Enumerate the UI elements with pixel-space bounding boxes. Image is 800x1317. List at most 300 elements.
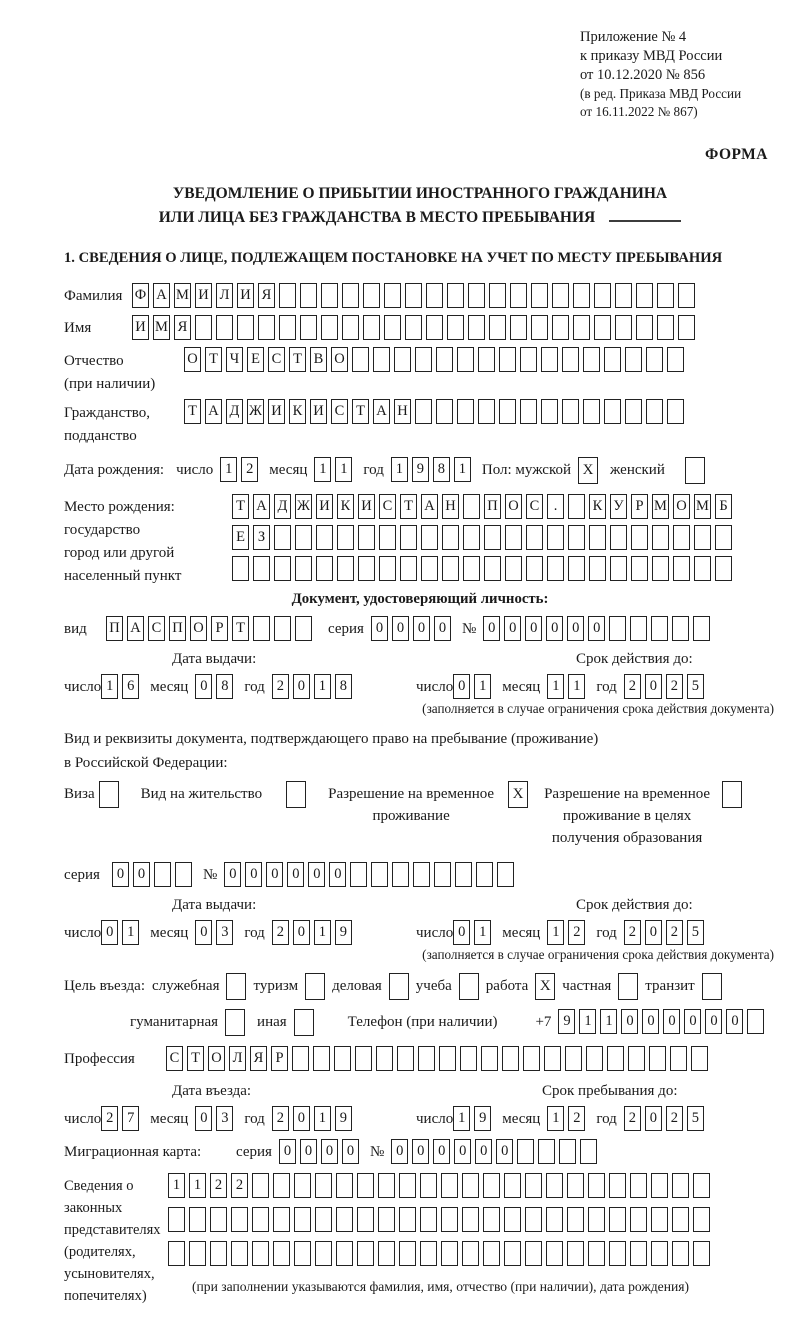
char-cell[interactable] <box>531 315 548 340</box>
char-cell[interactable] <box>607 1046 624 1071</box>
char-cell[interactable] <box>594 315 611 340</box>
char-cell[interactable]: 0 <box>567 616 584 641</box>
char-cell[interactable] <box>693 616 710 641</box>
char-cell[interactable]: 0 <box>300 1139 317 1164</box>
char-cell[interactable]: 2 <box>210 1173 227 1198</box>
char-cell[interactable] <box>439 1046 456 1071</box>
char-cell[interactable] <box>252 1207 269 1232</box>
char-cell[interactable] <box>478 399 495 424</box>
char-cell[interactable]: С <box>331 399 348 424</box>
char-cell[interactable]: 0 <box>195 1106 212 1131</box>
char-cell[interactable] <box>378 1207 395 1232</box>
char-cell[interactable] <box>610 556 627 581</box>
char-cell[interactable]: 0 <box>546 616 563 641</box>
char-cell[interactable] <box>547 525 564 550</box>
char-cell[interactable]: К <box>289 399 306 424</box>
char-cell[interactable] <box>355 1046 372 1071</box>
char-cell[interactable]: 0 <box>413 616 430 641</box>
char-cell[interactable] <box>568 525 585 550</box>
char-cell[interactable] <box>316 556 333 581</box>
char-cell[interactable]: М <box>153 315 170 340</box>
char-cell[interactable] <box>628 1046 645 1071</box>
char-cell[interactable]: 1 <box>474 920 491 945</box>
char-cell[interactable]: 2 <box>272 920 289 945</box>
char-cell[interactable] <box>588 1241 605 1266</box>
char-cell[interactable] <box>667 347 684 372</box>
char-cell[interactable]: 0 <box>101 920 118 945</box>
char-cell[interactable]: 1 <box>454 457 471 482</box>
char-cell[interactable] <box>154 862 171 887</box>
char-cell[interactable] <box>363 315 380 340</box>
char-cell[interactable]: 8 <box>433 457 450 482</box>
char-cell[interactable] <box>505 556 522 581</box>
char-cell[interactable]: 0 <box>433 1139 450 1164</box>
char-cell[interactable] <box>544 1046 561 1071</box>
char-cell[interactable] <box>678 283 695 308</box>
char-cell[interactable] <box>541 399 558 424</box>
char-cell[interactable] <box>589 556 606 581</box>
char-cell[interactable] <box>315 1173 332 1198</box>
char-cell[interactable]: 1 <box>101 674 118 699</box>
char-cell[interactable] <box>342 315 359 340</box>
char-cell[interactable]: И <box>316 494 333 519</box>
char-cell[interactable]: 0 <box>321 1139 338 1164</box>
char-cell[interactable]: 0 <box>112 862 129 887</box>
char-cell[interactable]: 2 <box>666 1106 683 1131</box>
char-cell[interactable] <box>630 1173 647 1198</box>
char-cell[interactable] <box>189 1241 206 1266</box>
char-cell[interactable]: 9 <box>474 1106 491 1131</box>
char-cell[interactable] <box>636 283 653 308</box>
char-cell[interactable] <box>442 525 459 550</box>
char-cell[interactable]: 1 <box>579 1009 596 1034</box>
char-cell[interactable] <box>463 556 480 581</box>
char-cell[interactable]: Т <box>187 1046 204 1071</box>
char-cell[interactable] <box>481 1046 498 1071</box>
char-cell[interactable] <box>586 1046 603 1071</box>
char-cell[interactable] <box>589 525 606 550</box>
char-cell[interactable] <box>657 315 674 340</box>
char-cell[interactable] <box>483 1241 500 1266</box>
char-cell[interactable]: С <box>148 616 165 641</box>
char-cell[interactable] <box>565 1046 582 1071</box>
gender-male-checkbox[interactable]: X <box>578 457 598 484</box>
char-cell[interactable] <box>294 1207 311 1232</box>
char-cell[interactable]: 2 <box>624 1106 641 1131</box>
char-cell[interactable]: 0 <box>279 1139 296 1164</box>
char-cell[interactable] <box>231 1241 248 1266</box>
char-cell[interactable] <box>258 315 275 340</box>
purpose-option-checkbox[interactable] <box>702 973 722 1000</box>
char-cell[interactable] <box>588 1207 605 1232</box>
char-cell[interactable] <box>504 1241 521 1266</box>
char-cell[interactable]: Е <box>232 525 249 550</box>
char-cell[interactable] <box>651 1207 668 1232</box>
char-cell[interactable] <box>520 399 537 424</box>
char-cell[interactable]: 2 <box>241 457 258 482</box>
char-cell[interactable]: П <box>106 616 123 641</box>
char-cell[interactable] <box>588 1173 605 1198</box>
char-cell[interactable]: С <box>166 1046 183 1071</box>
char-cell[interactable] <box>357 1241 374 1266</box>
char-cell[interactable]: М <box>652 494 669 519</box>
char-cell[interactable]: 0 <box>663 1009 680 1034</box>
char-cell[interactable]: 2 <box>272 1106 289 1131</box>
char-cell[interactable] <box>237 315 254 340</box>
char-cell[interactable] <box>538 1139 555 1164</box>
char-cell[interactable]: 1 <box>391 457 408 482</box>
char-cell[interactable]: 0 <box>642 1009 659 1034</box>
char-cell[interactable] <box>510 315 527 340</box>
purpose-option-checkbox[interactable] <box>305 973 325 1000</box>
char-cell[interactable] <box>520 347 537 372</box>
char-cell[interactable]: Р <box>211 616 228 641</box>
char-cell[interactable] <box>415 347 432 372</box>
char-cell[interactable]: 5 <box>687 674 704 699</box>
char-cell[interactable] <box>547 556 564 581</box>
char-cell[interactable]: 0 <box>391 1139 408 1164</box>
char-cell[interactable]: И <box>132 315 149 340</box>
purpose-option-checkbox[interactable] <box>226 973 246 1000</box>
char-cell[interactable] <box>378 1173 395 1198</box>
char-cell[interactable]: 8 <box>216 674 233 699</box>
char-cell[interactable]: 0 <box>504 616 521 641</box>
char-cell[interactable] <box>484 556 501 581</box>
char-cell[interactable] <box>651 616 668 641</box>
char-cell[interactable]: О <box>673 494 690 519</box>
char-cell[interactable]: А <box>205 399 222 424</box>
char-cell[interactable] <box>636 315 653 340</box>
char-cell[interactable]: 0 <box>245 862 262 887</box>
char-cell[interactable]: 0 <box>224 862 241 887</box>
char-cell[interactable] <box>583 399 600 424</box>
char-cell[interactable] <box>405 315 422 340</box>
char-cell[interactable]: 0 <box>453 920 470 945</box>
char-cell[interactable] <box>462 1173 479 1198</box>
char-cell[interactable]: 6 <box>122 674 139 699</box>
char-cell[interactable] <box>505 525 522 550</box>
char-cell[interactable]: 0 <box>133 862 150 887</box>
char-cell[interactable] <box>426 315 443 340</box>
char-cell[interactable] <box>352 347 369 372</box>
char-cell[interactable] <box>357 1173 374 1198</box>
char-cell[interactable]: 1 <box>453 1106 470 1131</box>
char-cell[interactable] <box>552 315 569 340</box>
char-cell[interactable] <box>384 315 401 340</box>
char-cell[interactable]: С <box>379 494 396 519</box>
char-cell[interactable] <box>517 1139 534 1164</box>
char-cell[interactable] <box>371 862 388 887</box>
char-cell[interactable]: О <box>184 347 201 372</box>
char-cell[interactable] <box>336 1207 353 1232</box>
char-cell[interactable]: 2 <box>101 1106 118 1131</box>
char-cell[interactable] <box>568 494 585 519</box>
char-cell[interactable]: И <box>310 399 327 424</box>
char-cell[interactable]: 3 <box>216 920 233 945</box>
char-cell[interactable] <box>580 1139 597 1164</box>
char-cell[interactable] <box>652 556 669 581</box>
char-cell[interactable]: 0 <box>329 862 346 887</box>
char-cell[interactable] <box>216 315 233 340</box>
char-cell[interactable] <box>672 616 689 641</box>
char-cell[interactable] <box>484 525 501 550</box>
char-cell[interactable] <box>279 315 296 340</box>
char-cell[interactable] <box>609 1241 626 1266</box>
char-cell[interactable] <box>295 525 312 550</box>
char-cell[interactable] <box>546 1207 563 1232</box>
char-cell[interactable] <box>358 556 375 581</box>
char-cell[interactable]: С <box>268 347 285 372</box>
char-cell[interactable] <box>476 862 493 887</box>
char-cell[interactable]: К <box>337 494 354 519</box>
char-cell[interactable] <box>421 525 438 550</box>
char-cell[interactable]: 0 <box>453 674 470 699</box>
char-cell[interactable] <box>567 1207 584 1232</box>
char-cell[interactable]: 0 <box>342 1139 359 1164</box>
char-cell[interactable]: Я <box>174 315 191 340</box>
char-cell[interactable] <box>693 1241 710 1266</box>
char-cell[interactable] <box>546 1173 563 1198</box>
char-cell[interactable] <box>420 1241 437 1266</box>
char-cell[interactable]: 5 <box>687 920 704 945</box>
char-cell[interactable]: 9 <box>558 1009 575 1034</box>
char-cell[interactable]: 0 <box>684 1009 701 1034</box>
char-cell[interactable] <box>294 1173 311 1198</box>
char-cell[interactable]: О <box>190 616 207 641</box>
char-cell[interactable] <box>483 1173 500 1198</box>
char-cell[interactable] <box>460 1046 477 1071</box>
char-cell[interactable] <box>573 315 590 340</box>
char-cell[interactable] <box>321 283 338 308</box>
char-cell[interactable] <box>405 283 422 308</box>
char-cell[interactable] <box>673 525 690 550</box>
char-cell[interactable] <box>363 283 380 308</box>
char-cell[interactable]: 8 <box>335 674 352 699</box>
char-cell[interactable]: 1 <box>547 1106 564 1131</box>
char-cell[interactable] <box>468 283 485 308</box>
char-cell[interactable]: 0 <box>293 1106 310 1131</box>
char-cell[interactable] <box>526 556 543 581</box>
char-cell[interactable]: З <box>253 525 270 550</box>
char-cell[interactable]: 1 <box>122 920 139 945</box>
char-cell[interactable] <box>315 1241 332 1266</box>
char-cell[interactable] <box>525 1207 542 1232</box>
char-cell[interactable] <box>651 1173 668 1198</box>
char-cell[interactable]: 0 <box>195 674 212 699</box>
char-cell[interactable] <box>672 1173 689 1198</box>
char-cell[interactable]: 1 <box>547 674 564 699</box>
char-cell[interactable]: 1 <box>220 457 237 482</box>
char-cell[interactable] <box>336 1241 353 1266</box>
char-cell[interactable]: 0 <box>195 920 212 945</box>
char-cell[interactable] <box>378 1241 395 1266</box>
char-cell[interactable] <box>567 1173 584 1198</box>
char-cell[interactable] <box>631 556 648 581</box>
char-cell[interactable] <box>394 347 411 372</box>
char-cell[interactable]: 1 <box>189 1173 206 1198</box>
char-cell[interactable] <box>499 399 516 424</box>
char-cell[interactable]: Я <box>258 283 275 308</box>
char-cell[interactable] <box>651 1241 668 1266</box>
char-cell[interactable] <box>462 1207 479 1232</box>
char-cell[interactable]: 1 <box>314 920 331 945</box>
purpose-option-checkbox[interactable] <box>294 1009 314 1036</box>
char-cell[interactable] <box>468 315 485 340</box>
char-cell[interactable]: П <box>484 494 501 519</box>
char-cell[interactable]: И <box>268 399 285 424</box>
char-cell[interactable] <box>670 1046 687 1071</box>
char-cell[interactable] <box>379 556 396 581</box>
char-cell[interactable] <box>504 1173 521 1198</box>
char-cell[interactable] <box>625 399 642 424</box>
char-cell[interactable] <box>316 525 333 550</box>
char-cell[interactable] <box>672 1241 689 1266</box>
char-cell[interactable] <box>609 616 626 641</box>
char-cell[interactable]: Ж <box>295 494 312 519</box>
char-cell[interactable] <box>373 347 390 372</box>
char-cell[interactable] <box>321 315 338 340</box>
char-cell[interactable] <box>175 862 192 887</box>
purpose-option-checkbox[interactable]: X <box>535 973 555 1000</box>
char-cell[interactable]: Т <box>184 399 201 424</box>
char-cell[interactable]: 0 <box>434 616 451 641</box>
char-cell[interactable] <box>400 556 417 581</box>
char-cell[interactable] <box>483 1207 500 1232</box>
char-cell[interactable] <box>420 1207 437 1232</box>
char-cell[interactable]: 0 <box>645 1106 662 1131</box>
char-cell[interactable] <box>358 525 375 550</box>
char-cell[interactable]: Н <box>442 494 459 519</box>
char-cell[interactable]: 2 <box>624 920 641 945</box>
char-cell[interactable]: Т <box>400 494 417 519</box>
char-cell[interactable]: Т <box>289 347 306 372</box>
char-cell[interactable] <box>195 315 212 340</box>
char-cell[interactable]: 9 <box>335 1106 352 1131</box>
char-cell[interactable] <box>313 1046 330 1071</box>
char-cell[interactable] <box>295 556 312 581</box>
char-cell[interactable] <box>397 1046 414 1071</box>
char-cell[interactable]: 1 <box>474 674 491 699</box>
char-cell[interactable] <box>631 525 648 550</box>
gender-female-checkbox[interactable] <box>685 457 705 484</box>
char-cell[interactable]: 0 <box>293 920 310 945</box>
char-cell[interactable]: О <box>331 347 348 372</box>
char-cell[interactable] <box>625 347 642 372</box>
char-cell[interactable]: О <box>208 1046 225 1071</box>
char-cell[interactable]: С <box>526 494 543 519</box>
char-cell[interactable]: А <box>421 494 438 519</box>
char-cell[interactable] <box>604 347 621 372</box>
char-cell[interactable] <box>232 556 249 581</box>
char-cell[interactable] <box>376 1046 393 1071</box>
char-cell[interactable] <box>609 1173 626 1198</box>
char-cell[interactable] <box>694 525 711 550</box>
char-cell[interactable]: В <box>310 347 327 372</box>
char-cell[interactable] <box>168 1241 185 1266</box>
char-cell[interactable] <box>559 1139 576 1164</box>
char-cell[interactable]: 2 <box>666 674 683 699</box>
char-cell[interactable]: Т <box>232 616 249 641</box>
purpose-option-checkbox[interactable] <box>618 973 638 1000</box>
char-cell[interactable] <box>489 315 506 340</box>
char-cell[interactable]: Д <box>274 494 291 519</box>
char-cell[interactable]: 9 <box>335 920 352 945</box>
char-cell[interactable] <box>609 1207 626 1232</box>
char-cell[interactable]: 0 <box>287 862 304 887</box>
char-cell[interactable] <box>189 1207 206 1232</box>
char-cell[interactable]: 2 <box>666 920 683 945</box>
char-cell[interactable]: М <box>174 283 191 308</box>
char-cell[interactable] <box>447 283 464 308</box>
char-cell[interactable] <box>604 399 621 424</box>
char-cell[interactable]: 2 <box>568 1106 585 1131</box>
char-cell[interactable] <box>252 1241 269 1266</box>
temp-permit-checkbox[interactable]: X <box>508 781 528 808</box>
char-cell[interactable] <box>210 1241 227 1266</box>
char-cell[interactable] <box>441 1207 458 1232</box>
char-cell[interactable] <box>231 1207 248 1232</box>
char-cell[interactable] <box>337 525 354 550</box>
char-cell[interactable] <box>426 283 443 308</box>
char-cell[interactable] <box>421 556 438 581</box>
char-cell[interactable] <box>567 1241 584 1266</box>
char-cell[interactable]: 0 <box>588 616 605 641</box>
char-cell[interactable]: . <box>547 494 564 519</box>
char-cell[interactable]: 1 <box>314 457 331 482</box>
char-cell[interactable] <box>583 347 600 372</box>
char-cell[interactable]: 0 <box>645 920 662 945</box>
char-cell[interactable] <box>436 399 453 424</box>
char-cell[interactable] <box>462 1241 479 1266</box>
char-cell[interactable] <box>434 862 451 887</box>
char-cell[interactable]: 0 <box>496 1139 513 1164</box>
char-cell[interactable] <box>441 1241 458 1266</box>
char-cell[interactable] <box>672 1207 689 1232</box>
char-cell[interactable]: 0 <box>412 1139 429 1164</box>
char-cell[interactable] <box>436 347 453 372</box>
char-cell[interactable] <box>274 616 291 641</box>
char-cell[interactable] <box>499 347 516 372</box>
char-cell[interactable]: Р <box>271 1046 288 1071</box>
char-cell[interactable] <box>457 347 474 372</box>
char-cell[interactable] <box>399 1241 416 1266</box>
char-cell[interactable] <box>594 283 611 308</box>
char-cell[interactable] <box>615 283 632 308</box>
char-cell[interactable]: А <box>127 616 144 641</box>
char-cell[interactable]: Ж <box>247 399 264 424</box>
char-cell[interactable]: Я <box>250 1046 267 1071</box>
char-cell[interactable] <box>455 862 472 887</box>
char-cell[interactable]: И <box>237 283 254 308</box>
char-cell[interactable]: 3 <box>216 1106 233 1131</box>
char-cell[interactable]: А <box>373 399 390 424</box>
char-cell[interactable]: 0 <box>371 616 388 641</box>
char-cell[interactable] <box>562 347 579 372</box>
purpose-option-checkbox[interactable] <box>459 973 479 1000</box>
char-cell[interactable]: Б <box>715 494 732 519</box>
char-cell[interactable]: 0 <box>483 616 500 641</box>
char-cell[interactable]: 0 <box>705 1009 722 1034</box>
char-cell[interactable]: Т <box>352 399 369 424</box>
char-cell[interactable] <box>334 1046 351 1071</box>
char-cell[interactable] <box>630 1241 647 1266</box>
char-cell[interactable] <box>489 283 506 308</box>
char-cell[interactable] <box>541 347 558 372</box>
char-cell[interactable]: Ф <box>132 283 149 308</box>
char-cell[interactable] <box>274 525 291 550</box>
char-cell[interactable] <box>253 616 270 641</box>
char-cell[interactable] <box>420 1173 437 1198</box>
